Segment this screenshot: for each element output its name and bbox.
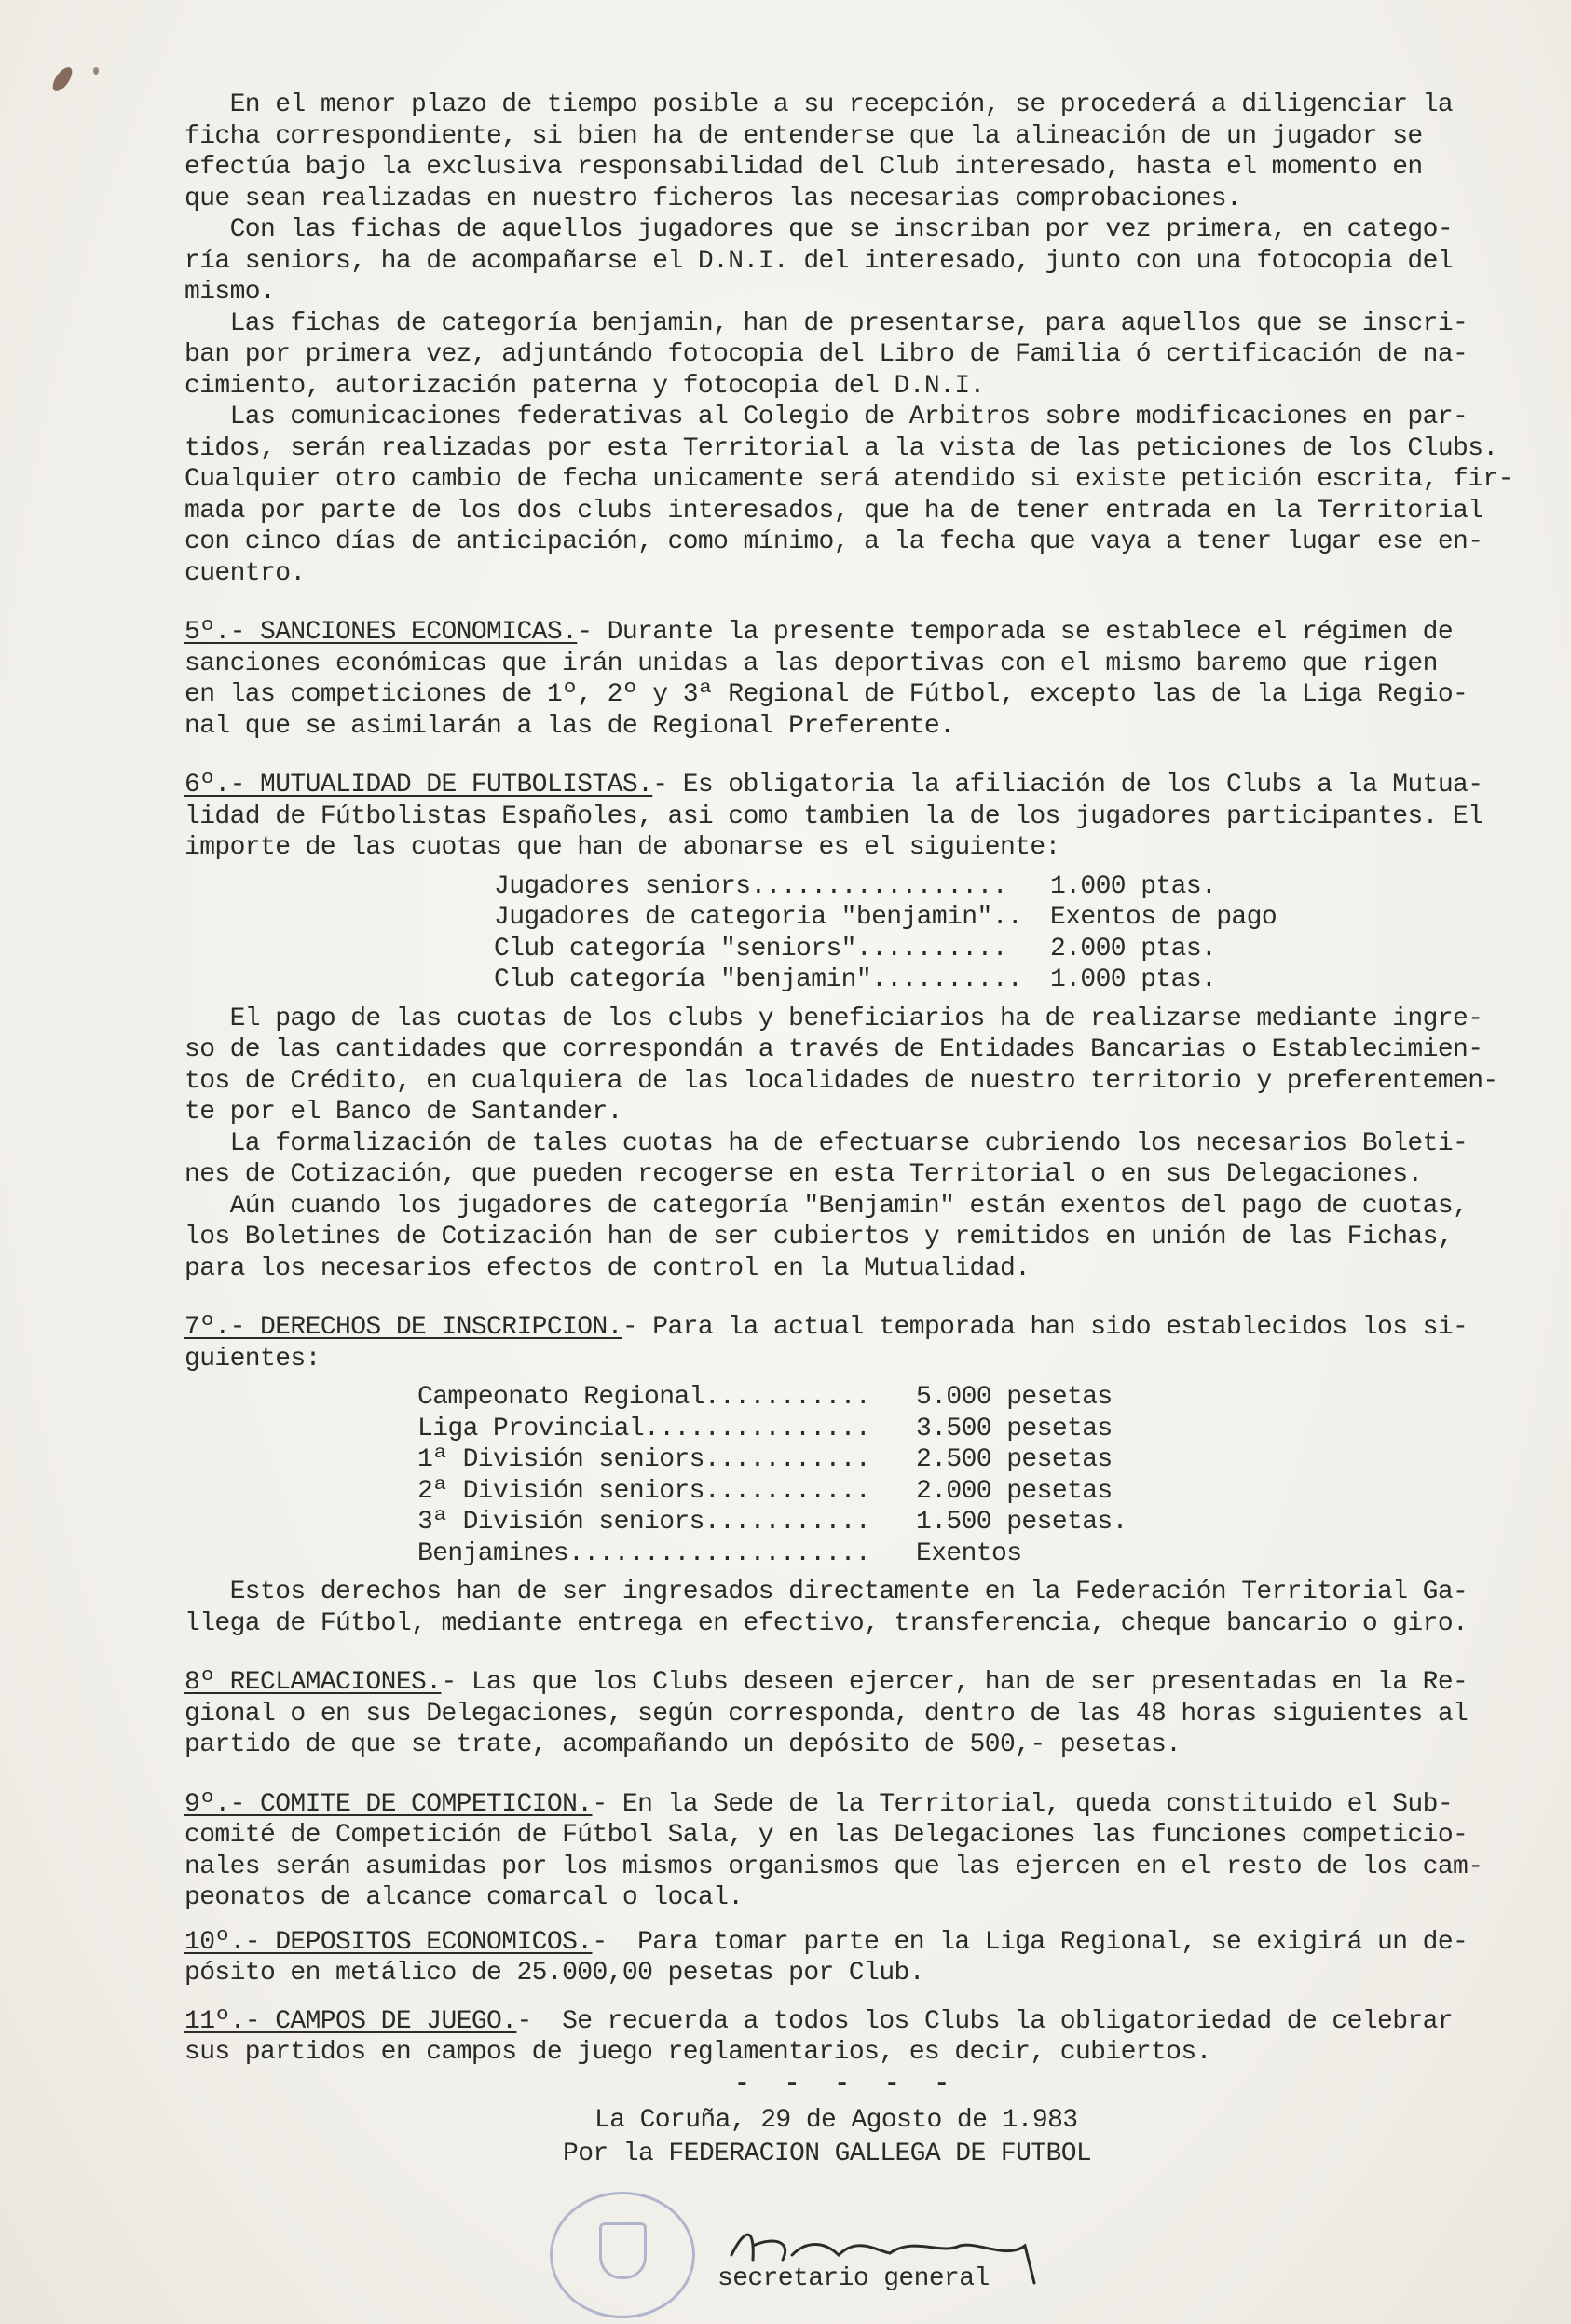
intro-line-14: con cinco días de anticipación, como mínimo, a la fecha que vaya a tener lugar ese en- [184, 527, 1483, 556]
section-7-heading: 7º.- DERECHOS DE INSCRIPCION. [184, 1313, 622, 1342]
fee-label: 2ª División seniors........... [417, 1476, 871, 1506]
section-6-after-line-7: los Boletines de Cotización han de ser cubiertos y remitidos en unión de las Fichas, [184, 1223, 1454, 1251]
fee-label: Club categoría "benjamin".......... [494, 965, 1023, 994]
fee-value: 1.000 ptas. [1050, 871, 1217, 901]
section-8-first-line: - Las que los Clubs deseen ejercer, han de ser presentadas en la Re- [441, 1668, 1469, 1697]
signatory-role: secretario general [717, 2264, 990, 2293]
mutualidad-fees-table [494, 871, 1571, 996]
fee-label: Benjamines.................... [417, 1538, 871, 1568]
section-8-line-1: partido de que se trate, acompañando un depósito de 500,- pesetas. [184, 1730, 1182, 1759]
section-6-first-line: - Es obligatoria la afiliación de los Clubs a la Mutua- [652, 771, 1483, 800]
fee-row [417, 1476, 1571, 1508]
section-10-first-line: - Para tomar parte en la Liga Regional, se exigirá un de- [592, 1927, 1469, 1957]
section-5 [184, 617, 1536, 742]
section-6-after-line-6: Aún cuando los jugadores de categoría "Benjamin" están exentos del pago de cuotas, [184, 1191, 1469, 1221]
intro-line-6: mismo. [184, 278, 276, 307]
fee-row [494, 934, 1571, 965]
fee-label: Club categoría "seniors".......... [494, 934, 1007, 964]
ink-stain-small [93, 67, 99, 75]
section-6-after-line-3: te por el Banco de Santander. [184, 1098, 622, 1127]
section-7-after-line-1: llega de Fútbol, mediante entrega en efectivo, transferencia, cheque bancario o giro. [184, 1608, 1469, 1638]
fee-label: Liga Provincial............... [417, 1414, 871, 1443]
section-9-line-1: nales serán asumidas por los mismos organismos que las ejercen en el resto de los cam- [184, 1852, 1483, 1881]
fee-label: Jugadores seniors................. [494, 871, 1007, 901]
shield-icon [599, 2222, 647, 2279]
federation-stamp [550, 2192, 695, 2318]
section-6 [184, 770, 1536, 1284]
section-7-line-0: guientes: [184, 1344, 321, 1374]
intro-line-3: que sean realizadas en nuestro ficheros las necesarias comprobaciones. [184, 184, 1242, 213]
fee-label: Campeonato Regional........... [417, 1383, 871, 1412]
intro-line-7: Las fichas de categoría benjamin, han de presentarse, para aquellos que se inscri- [184, 308, 1469, 338]
fee-value: 1.500 pesetas. [916, 1508, 1127, 1537]
section-7 [184, 1312, 1536, 1639]
section-10-heading: 10º.- DEPOSITOS ECONOMICOS. [184, 1927, 593, 1957]
section-5-first-line: - Durante la presente temporada se establece el régimen de [577, 618, 1454, 647]
fee-label: 3ª División seniors........... [417, 1508, 871, 1537]
fee-label: 1ª División seniors........... [417, 1445, 871, 1474]
fee-value: 2.000 pesetas [916, 1476, 1113, 1506]
fee-row [417, 1507, 1571, 1538]
section-9-first-line: - En la Sede de la Territorial, queda constituido el Sub- [592, 1789, 1454, 1819]
fee-row [417, 1414, 1571, 1445]
intro-line-15: cuentro. [184, 558, 306, 588]
fee-row [494, 902, 1571, 934]
fee-value: Exentos de pago [1050, 903, 1277, 932]
section-6-after-line-4: La formalización de tales cuotas ha de efectuarse cubriendo los necesarios Boleti- [184, 1128, 1469, 1158]
section-11-line-0: sus partidos en campos de juego reglamentarios, es decir, cubiertos. [184, 2038, 1211, 2067]
section-6-after-line-8: para los necesarios efectos de control en la Mutualidad. [184, 1253, 1031, 1283]
section-5-line-0: sanciones económicas que irán unidas a las deportivas con el mismo baremo que rigen [184, 649, 1438, 678]
fee-value: 1.000 ptas. [1050, 965, 1217, 994]
fee-label: Jugadores de categoria "benjamin".. [494, 903, 1023, 932]
section-6-heading: 6º.- MUTUALIDAD DE FUTBOLISTAS. [184, 771, 653, 800]
intro-line-10: Las comunicaciones federativas al Colegio de Arbitros sobre modificaciones en par- [184, 403, 1469, 431]
section-11-first-line: - Se recuerda a todos los Clubs la obligatoriedad de celebrar [516, 2006, 1454, 2036]
section-9-line-2: peonatos de alcance comarcal o local. [184, 1883, 744, 1912]
fee-value: 5.000 pesetas [916, 1383, 1113, 1412]
section-5-heading: 5º.- SANCIONES ECONOMICAS. [184, 618, 578, 647]
section-11-heading: 11º.- CAMPOS DE JUEGO. [184, 2006, 517, 2036]
intro-line-2: efectúa bajo la exclusiva responsabilidad del Club interesado, hasta el momento en [184, 153, 1423, 182]
section-6-after-line-0: El pago de las cuotas de los clubs y beneficiarios ha de realizarse mediante ingre- [184, 1004, 1483, 1033]
ink-stain [49, 64, 76, 95]
section-6-after-line-1: so de las cantidades que correspondán a través de Entidades Bancarias o Establecimien- [184, 1035, 1483, 1064]
fee-row [417, 1538, 1571, 1570]
section-6-after-line-2: tos de Crédito, en cualquiera de las localidades de nuestro territorio y preferentemen- [184, 1066, 1498, 1096]
section-8-heading: 8º RECLAMACIONES. [184, 1668, 442, 1697]
fee-value: 2.000 ptas. [1050, 934, 1217, 964]
section-7-first-line: - Para la actual temporada han sido establecidos los si- [622, 1313, 1469, 1342]
section-10-line-0: pósito en metálico de 25.000,00 pesetas por Club. [184, 1959, 924, 1988]
fee-row [494, 871, 1571, 903]
fee-value: Exentos [916, 1538, 1022, 1568]
section-6-after-line-5: nes de Cotización, que pueden recogerse en esta Territorial o en sus Delegaciones. [184, 1160, 1423, 1189]
section-6-line-1: importe de las cuotas que han de abonarse es el siguiente: [184, 833, 1060, 862]
fee-row [417, 1444, 1571, 1476]
section-8 [184, 1667, 1536, 1761]
separator-dashes: - - - - - [734, 2069, 960, 2098]
section-7-after-line-0: Estos derechos han de ser ingresados directamente en la Federación Territorial Ga- [184, 1578, 1469, 1606]
fee-value: 2.500 pesetas [916, 1445, 1113, 1474]
intro-line-12: Cualquier otro cambio de fecha unicamente será atendido si existe petición escrita, fir- [184, 465, 1513, 494]
inscripcion-fees-table [417, 1382, 1571, 1569]
closing-date: La Coruña, 29 de Agosto de 1.983 [594, 2106, 1078, 2135]
section-5-line-1: en las competiciones de 1º, 2º y 3ª Regional de Fútbol, excepto las de la Liga Regio- [184, 680, 1469, 709]
intro-line-5: ría seniors, ha de acompañarse el D.N.I. del interesado, junto con una fotocopia del [184, 246, 1454, 276]
section-9-line-0: comité de Competición de Fútbol Sala, y en las Delegaciones las funciones competicio- [184, 1821, 1469, 1850]
fee-row [417, 1382, 1571, 1414]
section-6-line-0: lidad de Fútbolistas Españoles, asi como tambien la de los jugadores participantes. El [184, 801, 1483, 831]
intro-line-1: ficha correspondiente, si bien ha de entenderse que la alineación de un jugador se [184, 121, 1423, 151]
fee-row [494, 964, 1571, 996]
intro-line-9: cimiento, autorización paterna y fotocopia del D.N.I. [184, 371, 985, 401]
intro-line-13: mada por parte de los dos clubs interesados, que ha de tener entrada en la Territorial [184, 496, 1483, 526]
section-9 [184, 1789, 1536, 1914]
section-8-line-0: gional o en sus Delegaciones, según corresponda, dentro de las 48 horas siguientes al [184, 1699, 1469, 1729]
intro-line-4: Con las fichas de aquellos jugadores que se inscriban por vez primera, en catego- [184, 215, 1454, 244]
fee-value: 3.500 pesetas [916, 1414, 1113, 1443]
document-body [184, 89, 1536, 2169]
section-9-heading: 9º.- COMITE DE COMPETICION. [184, 1789, 593, 1819]
intro-line-8: ban por primera vez, adjuntándo fotocopia del Libro de Familia ó certificación de na- [184, 340, 1469, 369]
intro-line-11: tidos, serán realizadas por esta Territorial a la vista de las peticiones de los Clubs. [184, 433, 1498, 463]
section-5-line-2: nal que se asimilarán a las de Regional Preferente. [184, 711, 955, 741]
intro-line-0: En el menor plazo de tiempo posible a su recepción, se procederá a diligenciar la [184, 90, 1454, 119]
intro-paragraphs [184, 89, 1536, 589]
closing-federation: Por la FEDERACION GALLEGA DE FUTBOL [563, 2139, 1092, 2168]
section-11 [184, 2006, 1536, 2069]
section-10 [184, 1927, 1536, 1989]
